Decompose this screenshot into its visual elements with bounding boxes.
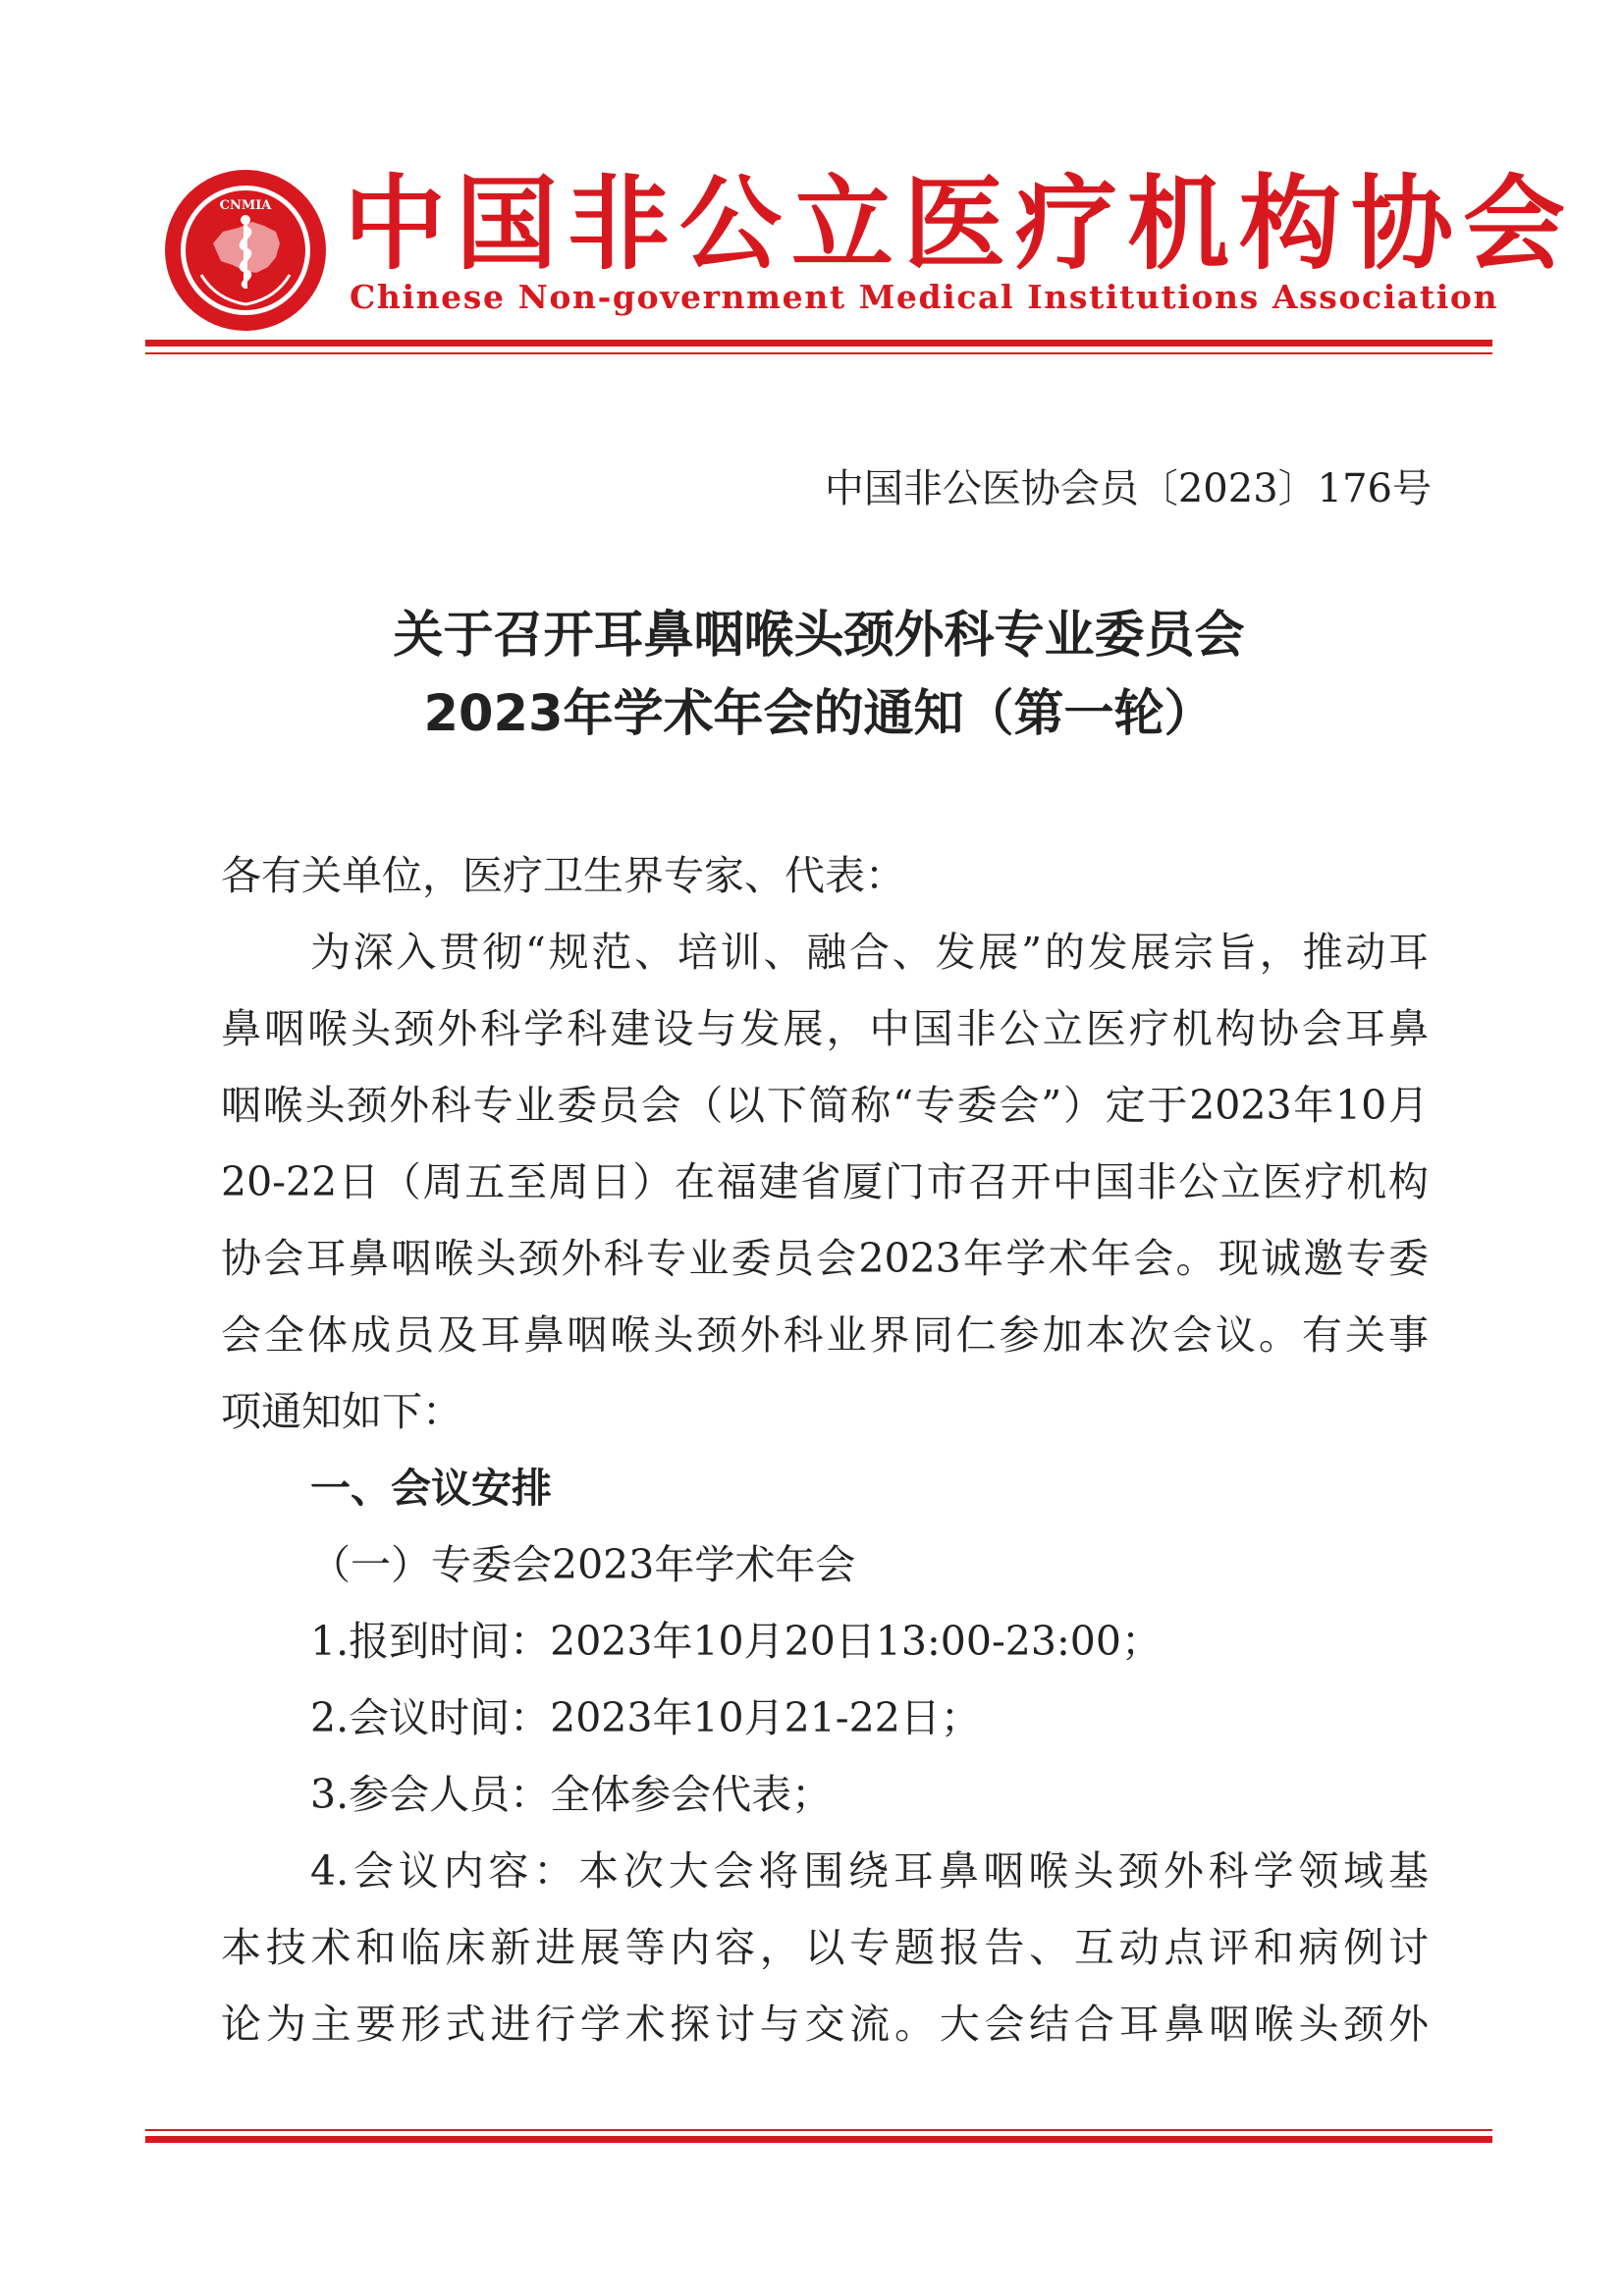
org-name-english: Chinese Non-government Medical Institutions Association: [350, 278, 1499, 316]
paragraph-line: 项通知如下：: [221, 1388, 462, 1435]
section-heading: 一、会议安排: [310, 1465, 552, 1512]
paragraph-line: 20-22日（周五至周日）在福建省厦门市召开中国非公立医疗机构: [221, 1158, 1429, 1205]
header-rule-thick: [145, 340, 1492, 347]
svg-text:CNMIA: CNMIA: [219, 198, 272, 213]
document-number: 中国非公医协会员〔2023〕176号: [824, 466, 1432, 511]
header-rule-thin: [145, 352, 1492, 354]
document-title-line-2: 2023年学术年会的通知（第一轮）: [423, 685, 1215, 743]
paragraph-line: 本技术和临床新进展等内容，以专题报告、互动点评和病例讨: [221, 1924, 1429, 1971]
subsection-heading: （一）专委会2023年学术年会: [310, 1541, 856, 1588]
org-name-chinese: 中国非公立医疗机构协会: [344, 164, 1576, 284]
list-item: 1.报到时间：2023年10月20日13:00-23:00；: [310, 1618, 1162, 1665]
paragraph-line: 鼻咽喉头颈外科学科建设与发展，中国非公立医疗机构协会耳鼻: [221, 1005, 1429, 1052]
paragraph-line: 为深入贯彻“规范、培训、融合、发展”的发展宗旨，推动耳: [310, 929, 1429, 976]
salutation: 各有关单位，医疗卫生界专家、代表：: [221, 852, 905, 899]
list-item: 2.会议时间：2023年10月21-22日；: [310, 1694, 981, 1741]
list-item: 4.会议内容：本次大会将围绕耳鼻咽喉头颈外科学领域基: [310, 1847, 1429, 1895]
footer-rule-thick: [145, 2136, 1492, 2143]
document-title-line-1: 关于召开耳鼻咽喉头颈外科专业委员会: [393, 607, 1245, 665]
paragraph-line: 咽喉头颈外科专业委员会（以下简称“专委会”）定于2023年10月: [221, 1082, 1429, 1129]
paragraph-line: 协会耳鼻咽喉头颈外科专业委员会2023年学术年会。现诚邀专委: [221, 1235, 1429, 1282]
list-item: 3.参会人员：全体参会代表；: [310, 1771, 833, 1818]
paragraph-line: 会全体成员及耳鼻咽喉头颈外科业界同仁参加本次会议。有关事: [221, 1311, 1429, 1359]
paragraph-line: 论为主要形式进行学术探讨与交流。大会结合耳鼻咽喉头颈外: [221, 2001, 1429, 2048]
footer-rule-thin: [145, 2129, 1492, 2131]
association-seal-logo: [162, 167, 329, 334]
